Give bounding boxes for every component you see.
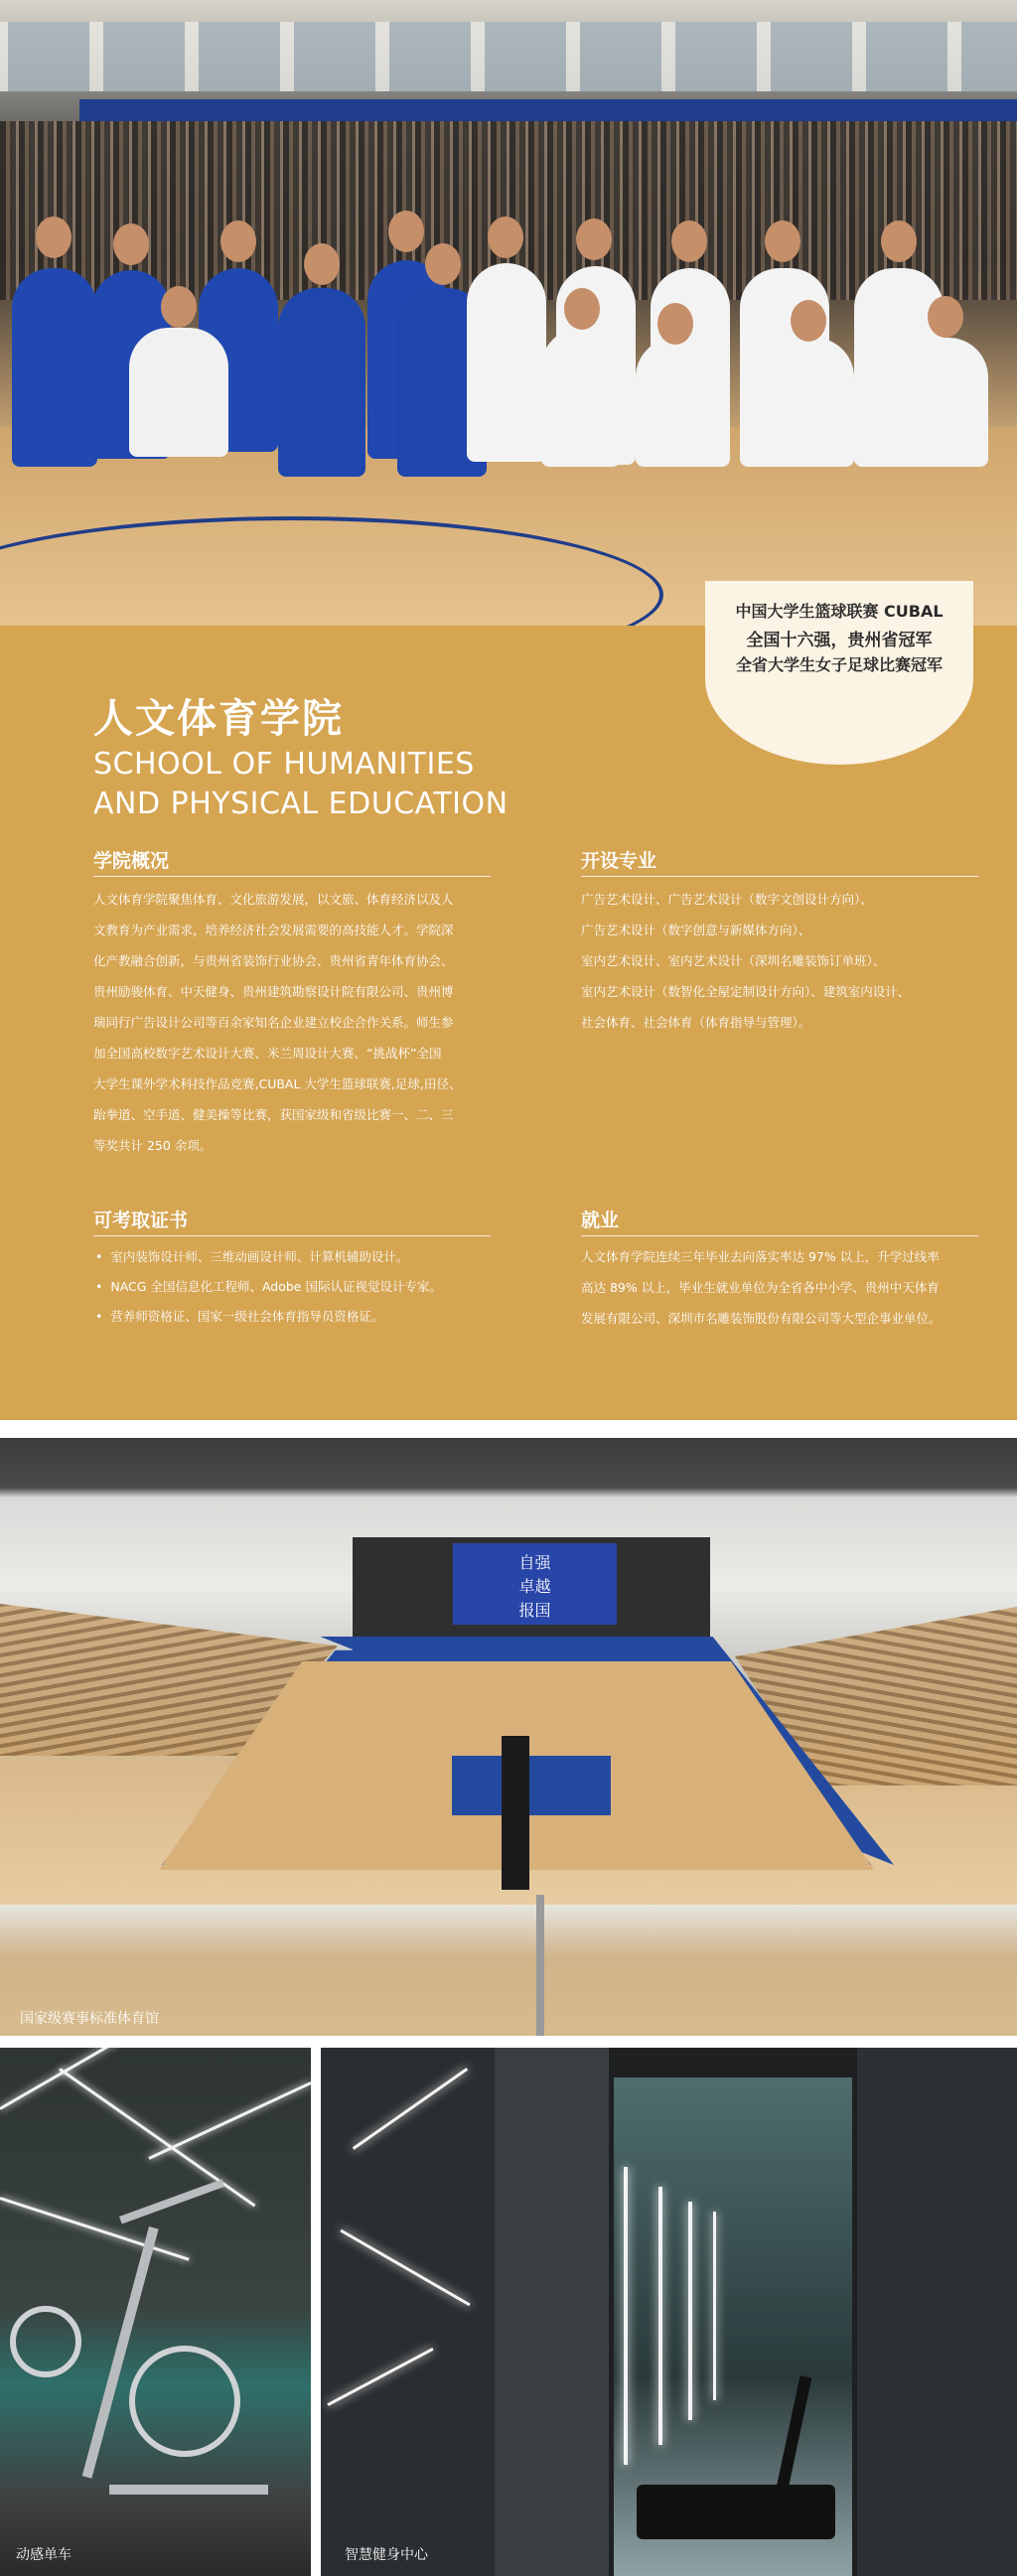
player-white <box>541 328 621 467</box>
major-line: 室内艺术设计、室内艺术设计（深圳名雕装饰订单班）、 <box>581 953 886 968</box>
major-line: 室内艺术设计（数智化全屋定制设计方向）、建筑室内设计、 <box>581 984 911 999</box>
certificates-rule <box>93 1235 491 1236</box>
player-blue <box>278 288 365 477</box>
team-photo <box>0 0 1017 626</box>
employment-line: 发展有限公司、深圳市名雕装饰股份有限公司等大型企事业单位。 <box>581 1311 942 1326</box>
basketball-hoop <box>502 1736 529 1890</box>
player-head <box>576 218 612 260</box>
page-title-en <box>93 745 508 824</box>
certificates-heading: 可考取证书 <box>93 1210 189 1231</box>
certificate-item: • 室内装饰设计师、三维动画设计师、计算机辅助设计。 <box>95 1247 408 1265</box>
overview-line: 加全国高校数字艺术设计大赛、米兰周设计大赛、“挑战杯”全国 <box>93 1046 442 1061</box>
gym-pillar <box>495 2048 609 2576</box>
door-light <box>624 2167 628 2465</box>
player-white <box>899 338 988 467</box>
spin-bike-photo <box>0 2048 311 2576</box>
bike-handlebar <box>119 2179 224 2223</box>
player-white <box>636 338 715 467</box>
player-head <box>304 243 340 285</box>
badge-line-3: 全省大学生女子足球比赛冠军 <box>735 655 943 674</box>
employment-line: 人文体育学院连续三年毕业去向落实率达 97% 以上，升学过线率 <box>581 1249 940 1264</box>
player-head <box>161 286 197 328</box>
player-head <box>425 243 461 285</box>
badge-line-1: 中国大学生篮球联赛 CUBAL <box>735 602 944 621</box>
court-key <box>452 1756 611 1815</box>
arena-banner <box>79 99 1017 121</box>
overview-line: 贵州励骏体育、中天健身、贵州建筑勘察设计院有限公司、贵州博 <box>93 984 454 999</box>
gym-wall <box>321 2048 495 2576</box>
major-line: 广告艺术设计（数字创意与新媒体方向）、 <box>581 923 811 937</box>
page-title: 人文体育学院 <box>93 696 344 742</box>
screen-line-3: 报国 <box>518 1601 551 1620</box>
player-head <box>671 220 707 262</box>
bike-frame <box>109 2485 268 2495</box>
overview-line: 跆拳道、空手道、健美操等比赛，获国家级和省级比赛一、二、三 <box>93 1107 454 1122</box>
player-head <box>657 303 693 345</box>
employment-rule <box>581 1235 978 1236</box>
title-en-line-1: SCHOOL OF HUMANITIES <box>93 747 475 782</box>
ceiling-light <box>148 2081 311 2160</box>
achievement-badge <box>705 581 973 765</box>
ceiling-light <box>59 2068 255 2207</box>
gym-wall-right <box>857 2048 1017 2576</box>
player-head <box>113 223 149 265</box>
player-white <box>765 338 854 467</box>
screen-line-1: 自强 <box>518 1553 551 1572</box>
major-line: 广告艺术设计、广告艺术设计（数字文创设计方向）、 <box>581 892 873 907</box>
screen-line-2: 卓越 <box>518 1577 551 1596</box>
ceiling-light <box>0 2048 156 2110</box>
overview-heading: 学院概况 <box>93 850 170 872</box>
majors-text <box>581 884 988 1038</box>
player-head <box>388 211 424 252</box>
major-line: 社会体育、社会体育（体育指导与管理）。 <box>581 1015 811 1030</box>
door-light <box>688 2202 692 2420</box>
overview-line: 大学生课外学术科技作品竞赛,CUBAL 大学生篮球联赛,足球,田径、 <box>93 1076 462 1091</box>
arena-windows <box>0 22 1017 91</box>
stair-rail <box>536 1895 544 2036</box>
overview-line: 化产教融合创新，与贵州省装饰行业协会、贵州省青年体育协会、 <box>93 953 454 968</box>
bike-flywheel <box>129 2346 240 2457</box>
smart-gym-photo <box>321 2048 1017 2576</box>
smart-gym-caption: 智慧健身中心 <box>345 2547 428 2563</box>
led-screen <box>453 1543 617 1625</box>
title-en-line-2: AND PHYSICAL EDUCATION <box>93 787 508 821</box>
player-blue <box>12 268 97 467</box>
spin-caption: 动感单车 <box>16 2547 72 2563</box>
treadmill <box>637 2485 835 2539</box>
player-white <box>467 263 546 462</box>
player-head <box>881 220 917 262</box>
certificate-item: • NACG 全国信息化工程师、Adobe 国际认证视觉设计专家。 <box>95 1277 442 1295</box>
player-white <box>129 328 228 457</box>
badge-line-2: 全国十六强，贵州省冠军 <box>746 631 933 650</box>
bike-flywheel <box>10 2306 81 2377</box>
overview-line: 人文体育学院聚焦体育、文化旅游发展，以文旅、体育经济以及人 <box>93 892 454 907</box>
overview-text <box>93 884 501 1161</box>
gym-caption: 国家级赛事标准体育馆 <box>20 2011 159 2027</box>
employment-heading: 就业 <box>581 1210 620 1231</box>
employment-text <box>581 1241 988 1334</box>
overview-line: 等奖共计 250 余项。 <box>93 1138 213 1153</box>
overview-rule <box>93 876 491 877</box>
player-head <box>36 216 72 258</box>
player-head <box>765 220 800 262</box>
player-head <box>564 288 600 330</box>
player-head <box>791 300 826 342</box>
employment-line: 高达 89% 以上，毕业生就业单位为全省各中小学、贵州中天体育 <box>581 1280 940 1295</box>
player-head <box>220 220 256 262</box>
certificate-item: • 营养师资格证、国家一级社会体育指导员资格证。 <box>95 1307 383 1325</box>
overview-line: 瑞同行广告设计公司等百余家知名企业建立校企合作关系。师生参 <box>93 1015 454 1030</box>
overview-line: 文教育为产业需求，培养经济社会发展需要的高技能人才。学院深 <box>93 923 454 937</box>
player-head <box>928 296 963 338</box>
player-head <box>488 216 523 258</box>
door-light <box>658 2187 662 2445</box>
majors-rule <box>581 876 978 877</box>
gymnasium-photo <box>0 1438 1017 2036</box>
majors-heading: 开设专业 <box>581 850 657 872</box>
door-light <box>713 2212 716 2400</box>
